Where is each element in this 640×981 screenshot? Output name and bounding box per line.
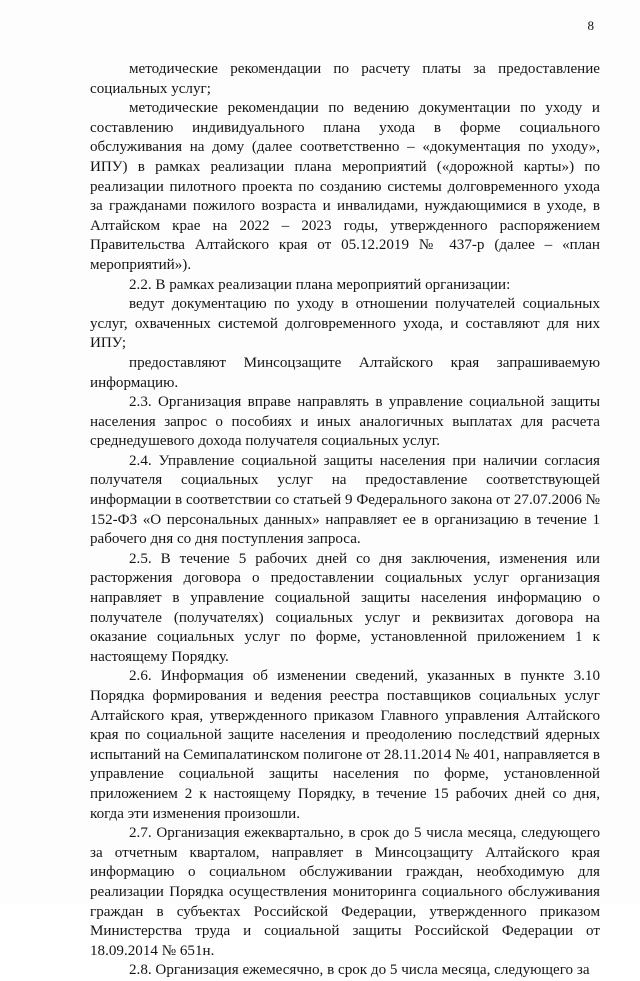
paragraph: 2.4. Управление социальной защиты населения при наличии согласия получателя социальных услуг на предоставление соответствующей информации в соответствии со статьей 9 Федерального закона от 27.07.2006 № 152-ФЗ «О персональных данных» направляет ее в организацию в течение 1 рабочего дня со дня поступления запроса.	[90, 452, 600, 548]
page-number: 8	[587, 18, 594, 33]
paragraph: ведут документацию по уходу в отношении получателей социальных услуг, охваченных системой долговременного ухода, и составляют для них ИПУ;	[90, 296, 600, 352]
paragraph: методические рекомендации по расчету платы за предоставление социальных услуг;	[90, 61, 600, 97]
paragraph: предоставляют Минсоцзащите Алтайского края запрашиваемую информацию.	[90, 354, 600, 391]
paragraph: 2.5. В течение 5 рабочих дней со дня заключения, изменения или расторжения договора о предоставлении социальных услуг организация направляет в управление социальной защиты населения информацию о получателе (получателях) социальных услуг и реквизитах договора на оказание социальных услуг по форме, установленной приложением 1 к настоящему Порядку.	[90, 550, 600, 665]
paragraph: 2.6. Информация об изменении сведений, указанных в пункте 3.10 Порядка формирования и ведения реестра поставщиков социальных услуг Алтайского края, утвержденного приказом Главного управления Алтайского края по социальной защите населения и преодолению последствий ядерных испытаний на Семипалатинском полигоне от 28.11.2014 № 401, направляется в управление социальной защиты населения по форме, установленной приложением 2 к настоящему Порядку, в течение 15 рабочих дней со дня, когда эти изменения произошли.	[90, 668, 600, 822]
paragraph: 2.8. Организация ежемесячно, в срок до 5 числа месяца, следующего за	[129, 962, 590, 979]
paragraph: методические рекомендации по ведению документации по уходу и составлению индивидуального плана ухода в форме социального обслуживания на дому (далее соответственно – «документация по уходу», ИПУ) в рамках реализации плана мероприятий («дорожной карты») по реализации пилотного проекта по созданию системы долговременного ухода за гражданами пожилого возраста и инвалидами, нуждающимися в уходе, в Алтайском крае на 2022 – 2023 годы, утвержденного распоряжением Правительства Алтайского края от 05.12.2019 № 437-р (далее – «план мероприятий»).	[90, 100, 600, 273]
paragraph: 2.7. Организация ежеквартально, в срок до 5 числа месяца, следующего за отчетным кварталом, направляет в Минсоцзащиту Алтайского края информацию о социальном обслуживании граждан, необходимую для реализации Порядка осуществления мониторинга социального обслуживания граждан в субъектах Российской Федерации, утвержденного приказом Министерства труда и социальной защиты Российской Федерации от 18.09.2014 № 651н.	[90, 825, 600, 959]
paragraph: 2.2. В рамках реализации плана мероприятий организации:	[129, 276, 511, 293]
document-body	[90, 60, 600, 981]
paragraph: 2.3. Организация вправе направлять в управление социальной защиты населения запрос о пособиях и иных аналогичных выплатах для расчета среднедушевого дохода получателя социальных услуг.	[90, 394, 600, 450]
